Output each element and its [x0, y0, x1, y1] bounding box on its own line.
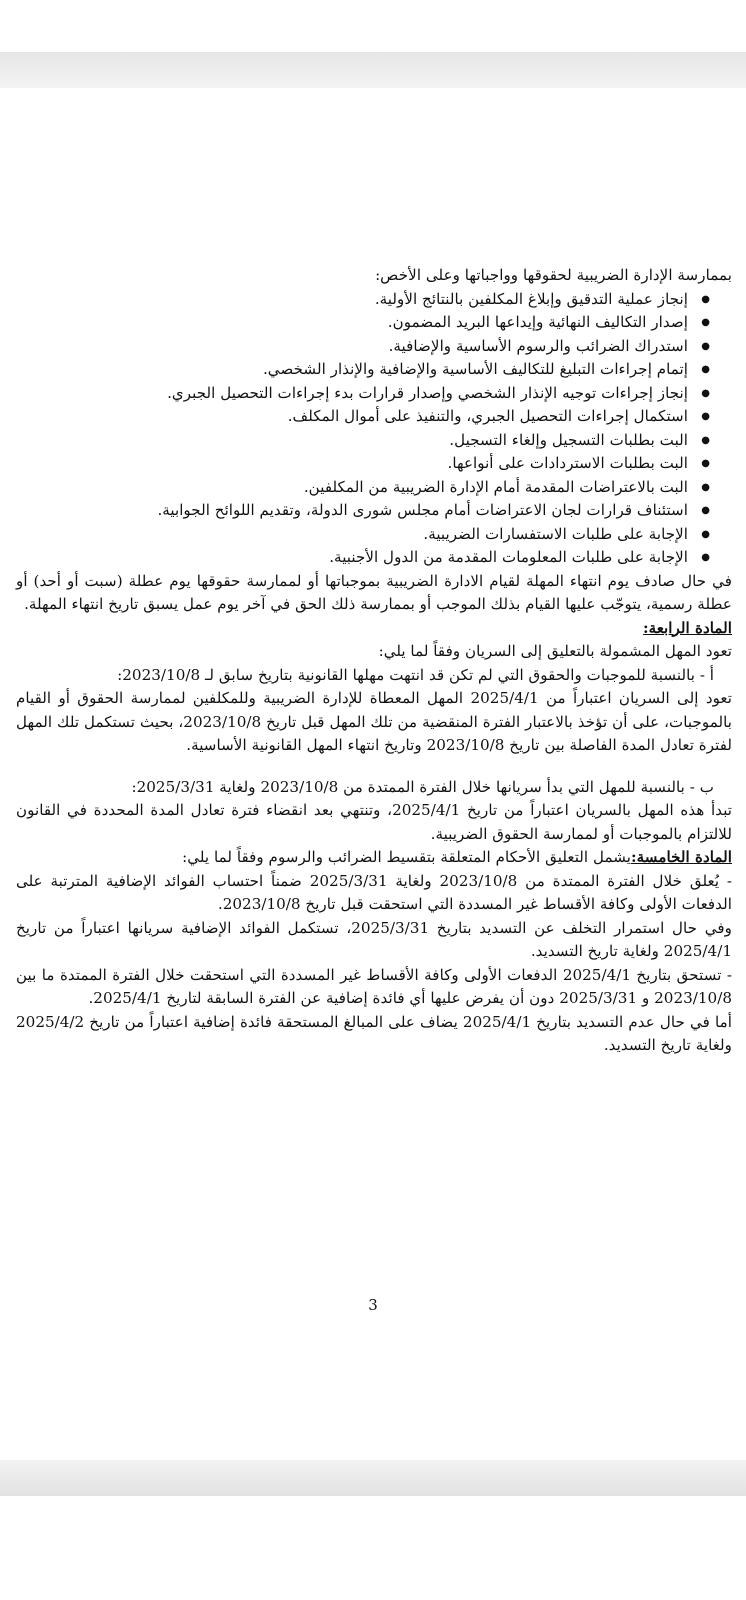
holiday-paragraph: في حال صادف يوم انتهاء المهلة لقيام الادارة الضريبية بموجباتها أو لممارسة حقوقها يوم عطلة (سبت أو أحد) أو عطلة رسمية، يتوجّب عليها القيام بذلك الموجب أو بممارسة ذلك الحق في آخر يوم عمل يسبق تاريخ انتهاء المهلة.: [16, 571, 732, 613]
article-5-paragraph-4: أما في حال عدم التسديد بتاريخ 2025/4/1 يضاف على المبالغ المستحقة فائدة إضافية اعتباراً من تاريخ 2025/4/2 ولغاية تاريخ التسديد.: [16, 1012, 733, 1054]
article-4-paragraph-b: تبدأ هذه المهل بالسريان اعتباراً من تاريخ 2025/4/1، وتنتهي بعد انقضاء فترة تعادل المدة المحددة في القانون للالتزام بالموجبات أو لممارسة الحقوق الضريبية.: [16, 801, 732, 843]
list-item: ● إتمام إجراءات التبليغ للتكاليف الأساسية والإضافية والإنذار الشخصي.: [16, 358, 732, 382]
intro-line: بممارسة الإدارة الضريبية لحقوقها وواجباتها وعلى الأخص:: [375, 266, 732, 284]
duties-list: [16, 288, 732, 570]
page-bottom-shadow: [0, 1460, 746, 1496]
article-4-item-a: أ - بالنسبة للموجبات والحقوق التي لم تكن قد انتهت مهلها القانونية بتاريخ سابق لـ 2023/10/8:: [117, 665, 714, 684]
list-item: ● إصدار التكاليف النهائية وإيداعها البريد المضمون.: [16, 311, 732, 335]
article-5-paragraph-2: وفي حال استمرار التخلف عن التسديد بتاريخ 2025/3/31، تستكمل الفوائد الإضافية سريانها اعتباراً من تاريخ 2025/4/1 ولغاية تاريخ التسديد.: [16, 918, 732, 960]
list-item: ● إنجاز عملية التدقيق وإبلاغ المكلفين بالنتائج الأولية.: [16, 288, 732, 312]
article-5-paragraph-1: - يُعلق خلال الفترة الممتدة من 2023/10/8 ولغاية 2025/3/31 ضمناً احتساب الفوائد الإضافية المترتبة على الدفعات الأولى وكافة الأقساط غير المسددة التي استحقت قبل تاريخ 2023/10/8.: [16, 871, 732, 913]
bottom-blank: [0, 1496, 746, 1600]
article-4-paragraph-a: تعود إلى السريان اعتباراً من 2025/4/1 المهل المعطاة للإدارة الضريبية وللمكلفين لممارسة الحقوق أو القيام بالموجبات، على أن تؤخذ بالاعتبار الفترة المنقضية من تلك المهل قبل تاريخ 2023/10/8، بحيث تستكمل تلك المهل لفترة تعادل المدة الفاصلة بين تاريخ 2023/10/8 وتاريخ انتهاء المهل القانونية الأساسية.: [16, 689, 732, 754]
list-item: ● الإجابة على طلبات الاستفسارات الضريبية.: [16, 523, 732, 547]
list-item: ● البت بطلبات الاستردادات على أنواعها.: [16, 452, 732, 476]
article-4-item-b: ب - بالنسبة للمهل التي بدأ سريانها خلال الفترة الممتدة من 2023/10/8 ولغاية 2025/3/31:: [131, 777, 714, 796]
list-item: ● استكمال إجراءات التحصيل الجبري، والتنفيذ على أموال المكلف.: [16, 405, 732, 429]
list-item: ● إنجاز إجراءات توجيه الإنذار الشخصي وإصدار قرارات بدء إجراءات التحصيل الجبري.: [16, 382, 732, 406]
list-item: ● استدراك الضرائب والرسوم الأساسية والإضافية.: [16, 335, 732, 359]
list-item: ● البت بطلبات التسجيل وإلغاء التسجيل.: [16, 429, 732, 453]
article-4-heading: المادة الرابعة:: [642, 618, 732, 637]
page-number: 3: [368, 1296, 378, 1314]
article-5-heading: المادة الخامسة:: [631, 848, 732, 866]
article-5-block: [16, 846, 732, 870]
list-item: ● الإجابة على طلبات المعلومات المقدمة من الدول الأجنبية.: [16, 546, 732, 570]
list-item: ● استئناف قرارات لجان الاعتراضات أمام مجلس شورى الدولة، وتقديم اللوائح الجوابية.: [16, 499, 732, 523]
list-item: ● البت بالاعتراضات المقدمة أمام الإدارة الضريبية من المكلفين.: [16, 476, 732, 500]
article-4-intro: تعود المهل المشمولة بالتعليق إلى السريان وفقاً لما يلي:: [378, 642, 732, 660]
page-top-shadow: [0, 52, 746, 88]
document-body: [16, 264, 732, 1058]
article-5-paragraph-3: - تستحق بتاريخ 2025/4/1 الدفعات الأولى وكافة الأقساط غير المسددة التي استحقت خلال الفترة الممتدة ما بين 2023/10/8 و 2025/3/31 دون أن يفرض عليها أي فائدة إضافية عن الفترة السابقة لتاريخ 2025/4/1.: [16, 965, 733, 1007]
top-blank: [0, 0, 746, 52]
article-5-intro: يشمل التعليق الأحكام المتعلقة بتقسيط الضرائب والرسوم وفقاً لما يلي:: [182, 848, 632, 866]
document-page: [0, 88, 746, 1460]
